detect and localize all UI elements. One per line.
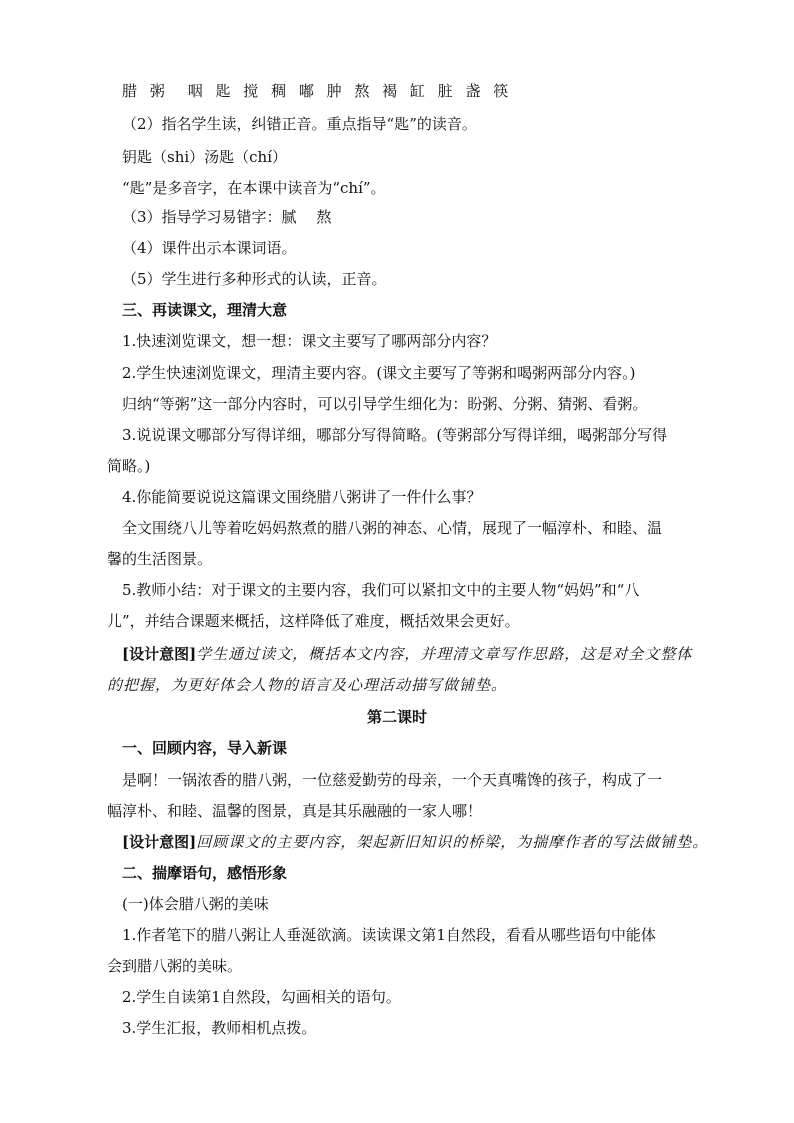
text-line: 3.学生汇报，教师相机点拨。 (122, 1019, 317, 1037)
text-line: 幅淳朴、和睦、温馨的图景，真是其乐融融的一家人哪！ (107, 802, 483, 820)
text-line: （2）指名学生读，纠错正音。重点指导“匙”的读音。 (122, 115, 477, 133)
section-heading: 一、回顾内容，导入新课 (122, 739, 288, 757)
text-line: 归纳“等粥”这一部分内容时，可以引导学生细化为：盼粥、分粥、猜粥、看粥。 (122, 395, 648, 413)
text-line: （5）学生进行多种形式的认读，正音。 (122, 270, 387, 288)
design-intent-tag: [设计意图] (122, 833, 197, 851)
design-intent-text: 学生通过读文，概括本文内容，并理清文章写作思路，这是对全文整体 (196, 645, 693, 663)
text-line: 简略。) (107, 457, 151, 475)
text-line: 儿”，并结合课题来概括，这样降低了难度，概括效果会更好。 (107, 612, 520, 630)
text-line: 3.说说课文哪部分写得详细，哪部分写得简略。(等粥部分写得详细，喝粥部分写得 (122, 426, 668, 444)
subsection-heading: (一)体会腊八粥的美味 (122, 895, 269, 913)
design-intent-text: 的把握，为更好体会人物的语言及心理活动描写做铺垫。 (107, 676, 508, 694)
text-line: 会到腊八粥的美味。 (107, 957, 243, 975)
text-line: “匙”是多音字，在本课中读音为“chí”。 (122, 179, 386, 197)
design-intent-line (122, 832, 722, 852)
text-line: 2.学生自读第1自然段，勾画相关的语句。 (122, 988, 401, 1006)
text-line: 2.学生快速浏览课文，理清主要内容。(课文主要写了等粥和喝粥两部分内容。) (122, 364, 636, 382)
lesson-title: 第二课时 (366, 708, 427, 726)
text-line: 1.作者笔下的腊八粥让人垂涎欲滴。读读课文第1自然段，看看从哪些语句中能体 (122, 926, 656, 944)
vocab-line: 腊 粥 咽 匙 搅 稠 嘟 肿 熬 褐 缸 脏 盏 筷 (122, 82, 513, 100)
section-heading: 二、揣摩语句，感悟形象 (122, 864, 288, 882)
design-intent-text: 回顾课文的主要内容，架起新旧知识的桥梁，为揣摩作者的写法做铺垫。 (196, 833, 709, 851)
text-line: 全文围绕八儿等着吃妈妈熬煮的腊八粥的神态、心情，展现了一幅淳朴、和睦、温 (122, 519, 663, 537)
text-line: 5.教师小结：对于课文的主要内容，我们可以紧扣文中的主要人物“妈妈”和“八 (122, 581, 640, 599)
text-line: 馨的生活图景。 (107, 550, 213, 568)
text-line: （4）课件出示本课词语。 (122, 239, 297, 257)
text-line: 钥匙（shi）汤匙（chí） (122, 148, 288, 166)
section-heading: 三、再读课文，理清大意 (122, 301, 288, 319)
text-line: 是啊！一锅浓香的腊八粥，一位慈爱勤劳的母亲，一个天真嘴馋的孩子，构成了一 (122, 771, 663, 789)
text-line: 4.你能简要说说这篇课文围绕腊八粥讲了一件什么事？ (122, 488, 482, 506)
text-line: 1.快速浏览课文，想一想：课文主要写了哪两部分内容？ (122, 332, 497, 350)
design-intent-tag: [设计意图] (122, 645, 197, 663)
design-intent-line (122, 644, 722, 664)
text-line: （3）指导学习易错字：腻 熬 (122, 208, 332, 226)
